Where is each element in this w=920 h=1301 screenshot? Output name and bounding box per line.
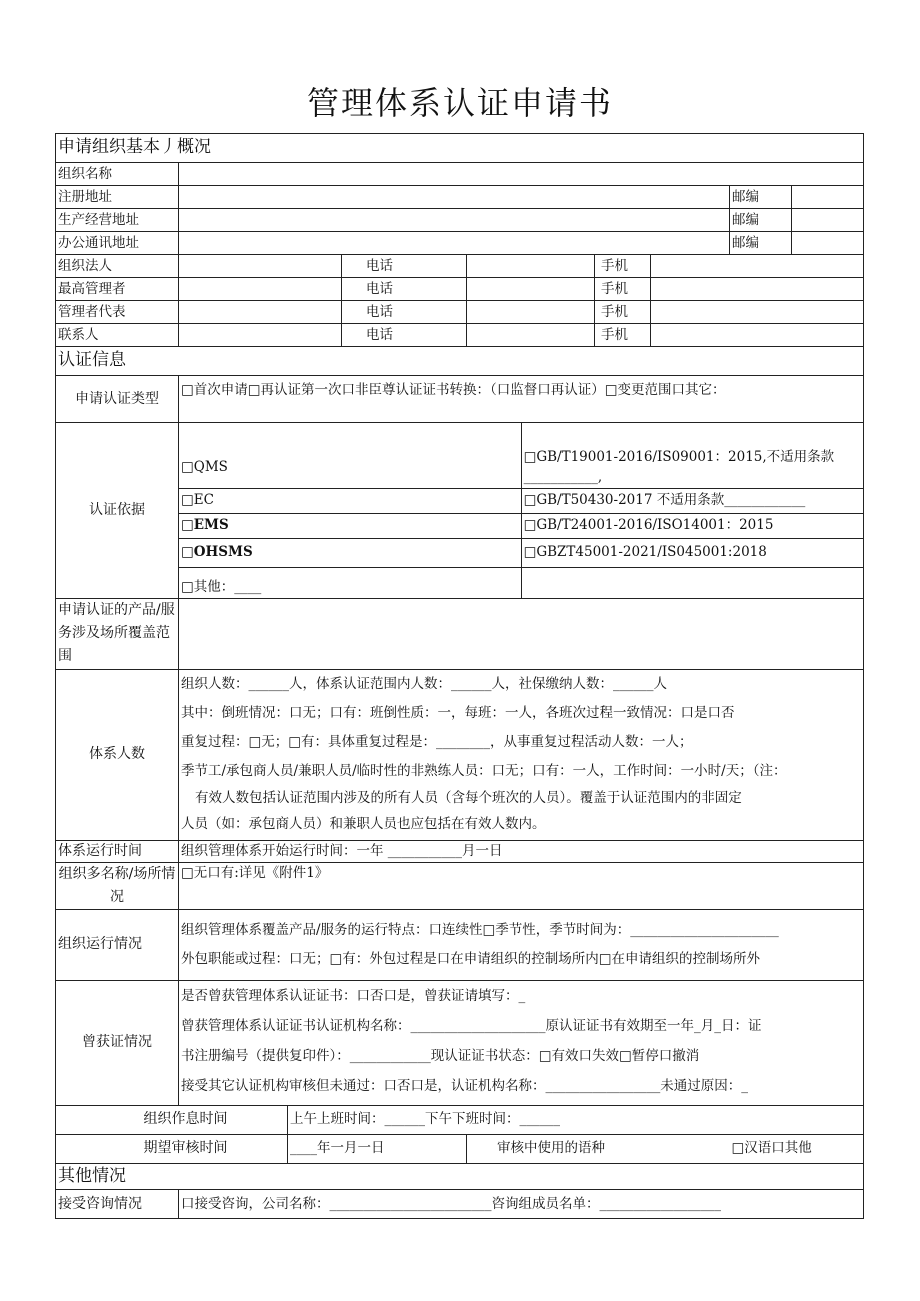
staff-label: 体系人数 [56, 669, 179, 840]
basis-standard: □GB/T19001-2016/IS09001：2015,不适用条款___________, [521, 447, 863, 488]
ops-line: 组织管理体系覆盖产品/服务的运行特点：口连续性□季节性，季节时间为：______________________ [181, 921, 779, 938]
mobile-label: 手机 [595, 278, 651, 301]
cert-basis-table [179, 423, 863, 598]
phone-label: 电话 [342, 278, 467, 301]
language-options[interactable]: □汉语口其他 [730, 1134, 864, 1163]
staff-line: 有效人数包括认证范围内涉及的所有人员（含每个班次的人员）。覆盖于认证范围内的非固定 [195, 789, 742, 806]
phone-label: 电话 [342, 301, 467, 324]
cert-basis-label: 认证依据 [56, 423, 179, 599]
phone-field[interactable] [467, 301, 595, 324]
phone-label: 电话 [342, 255, 467, 278]
basis-standard: □GBZT45001-2021/IS045001:2018 [521, 538, 863, 567]
section-cert: 认证信息 [56, 347, 864, 376]
phone-label: 电话 [342, 324, 467, 347]
cert-type-label: 申请认证类型 [56, 376, 179, 423]
postcode-label: 邮编 [730, 186, 792, 209]
prev-cert-line: 书注册编号（提供复印件）：____________现认证证书状态：□有效口失效□暂停口撤消 [181, 1047, 700, 1064]
scope-label: 申请认证的产品/服务涉及场所覆盖范围 [56, 598, 179, 669]
prev-cert-line: 接受其它认证机构审核但未通过：口否口是，认证机构名称：_________________未通过原因：_ [181, 1077, 748, 1094]
phone-field[interactable] [467, 278, 595, 301]
prod-addr-field[interactable] [179, 209, 730, 232]
language-label: 审核中使用的语种 [467, 1134, 730, 1163]
mobile-field[interactable] [651, 278, 864, 301]
section-other: 其他情况 [56, 1163, 864, 1190]
person-name-field[interactable] [179, 324, 342, 347]
postcode-field[interactable] [792, 232, 864, 255]
basis-system[interactable]: □EC [179, 488, 521, 513]
mobile-field[interactable] [651, 301, 864, 324]
mobile-label: 手机 [595, 255, 651, 278]
person-role: 组织法人 [56, 255, 179, 278]
basis-system[interactable]: □EMS [179, 513, 521, 538]
phone-field[interactable] [467, 255, 595, 278]
person-name-field[interactable] [179, 255, 342, 278]
expect-field[interactable]: ____年一月一日 [288, 1134, 467, 1163]
mobile-label: 手机 [595, 324, 651, 347]
office-addr-label: 办公通讯地址 [56, 232, 179, 255]
mobile-field[interactable] [651, 324, 864, 347]
run-time-field[interactable]: 组织管理体系开始运行时间：一年 ___________月一日 [179, 840, 864, 862]
scope-field[interactable] [179, 598, 864, 669]
mobile-field[interactable] [651, 255, 864, 278]
hours-label: 组织作息时间 [56, 1105, 288, 1134]
prev-cert-label: 曾获证情况 [56, 980, 179, 1105]
prev-cert-line: 是否曾获管理体系认证证书：口否口是，曾获证请填写：_ [181, 987, 526, 1004]
office-addr-field[interactable] [179, 232, 730, 255]
basis-system[interactable]: □QMS [179, 447, 521, 488]
basis-standard: □GB/T24001-2016/ISO14001：2015 [521, 513, 863, 538]
basis-standard [521, 567, 863, 598]
prev-cert-line: 曾获管理体系认证证书认证机构名称：____________________原认证证书有效期至一年_月_日：证 [181, 1017, 762, 1034]
application-form [55, 133, 864, 1219]
consult-field[interactable]: 口接受咨询，公司名称：________________________咨询组成员名单：__________________ [179, 1190, 864, 1219]
person-role: 管理者代表 [56, 301, 179, 324]
postcode-label: 邮编 [730, 209, 792, 232]
multi-site-label: 组织多名称/场所情况 [56, 862, 179, 909]
cert-type-options[interactable]: □首次申请□再认证第一次口非臣尊认证证书转换：（口监督口再认证）□变更范围口其它： [179, 376, 864, 423]
postcode-field[interactable] [792, 209, 864, 232]
org-name-field[interactable] [179, 163, 864, 186]
reg-addr-label: 注册地址 [56, 186, 179, 209]
basis-system[interactable]: □其他：____ [179, 567, 521, 598]
staff-line: 重复过程：□无；□有：具体重复过程是：________，从事重复过程活动人数：一人； [181, 733, 693, 750]
ops-label: 组织运行情况 [56, 909, 179, 980]
run-time-label: 体系运行时间 [56, 840, 179, 862]
person-role: 联系人 [56, 324, 179, 347]
org-name-label: 组织名称 [56, 163, 179, 186]
staff-line: 组织人数：______人，体系认证范围内人数：______人，社保缴纳人数：______人 [181, 675, 667, 692]
reg-addr-field[interactable] [179, 186, 730, 209]
staff-line: 其中：倒班情况：口无；口有：班倒性质：一，每班：一人，各班次过程一致情况：口是口否 [181, 704, 735, 721]
multi-site-field[interactable]: □无口有:详见《附件1》 [179, 862, 864, 909]
ops-line: 外包职能或过程：口无；□有：外包过程是口在申请组织的控制场所内□在申请组织的控制场所外 [181, 950, 761, 967]
mobile-label: 手机 [595, 301, 651, 324]
basis-standard: □GB/T50430-2017 不适用条款____________ [521, 488, 863, 513]
section-basic: 申请组织基本丿概况 [56, 134, 864, 163]
staff-line: 季节工/承包商人员/兼职人员/临时性的非熟练人员：口无；口有：一人，工作时间：一小时/天；（注： [181, 762, 787, 779]
postcode-label: 邮编 [730, 232, 792, 255]
postcode-field[interactable] [792, 186, 864, 209]
person-role: 最高管理者 [56, 278, 179, 301]
page-title: 管理体系认证申请书 [306, 84, 613, 122]
phone-field[interactable] [467, 324, 595, 347]
basis-system[interactable]: □OHSMS [179, 538, 521, 567]
expect-label: 期望审核时间 [56, 1134, 288, 1163]
staff-line: 人员（如：承包商人员）和兼职人员也应包括在有效人数内。 [181, 815, 546, 832]
consult-label: 接受咨询情况 [56, 1190, 179, 1219]
prod-addr-label: 生产经营地址 [56, 209, 179, 232]
person-name-field[interactable] [179, 301, 342, 324]
hours-field[interactable]: 上午上班时间：______下午下班时间：______ [288, 1105, 864, 1134]
person-name-field[interactable] [179, 278, 342, 301]
